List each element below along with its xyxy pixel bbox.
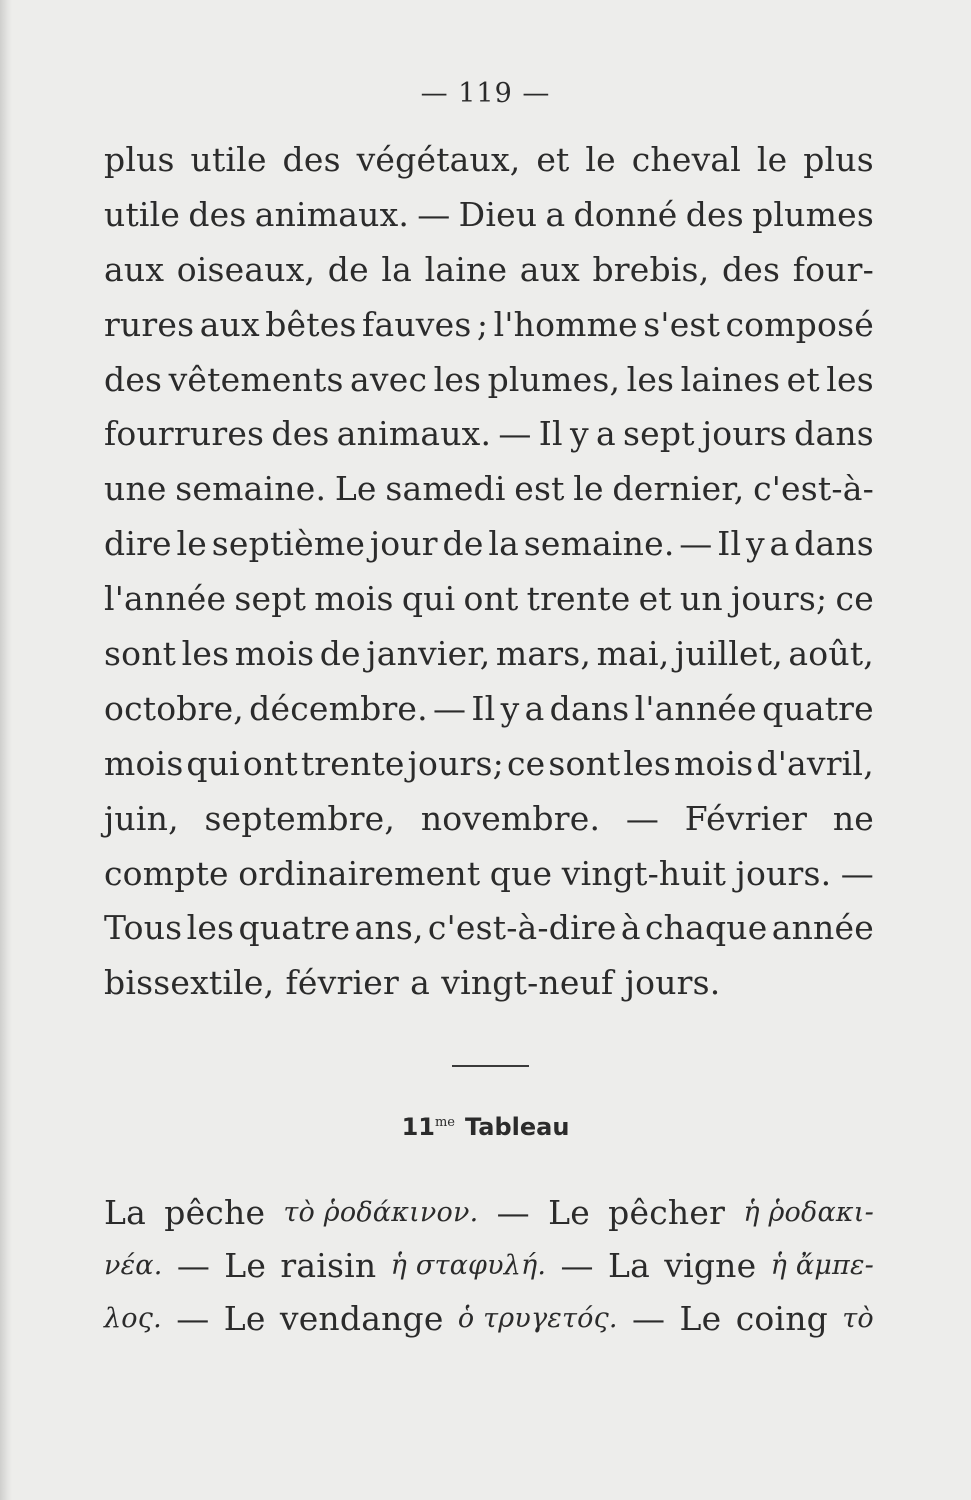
- word: Il: [538, 414, 563, 454]
- word: La: [607, 1246, 650, 1285]
- word: utile: [104, 194, 181, 234]
- word: mois: [314, 579, 394, 619]
- word: —: [176, 1246, 211, 1285]
- word: jours;: [407, 743, 504, 783]
- word: La: [104, 1193, 146, 1232]
- word: ans,: [354, 908, 424, 948]
- word: septième: [211, 524, 366, 564]
- text-line: [104, 900, 874, 955]
- word: septembre,: [204, 798, 396, 838]
- word: sept: [234, 579, 307, 619]
- word: ἡ ῥοδακι-: [743, 1197, 874, 1228]
- word: des: [685, 194, 744, 234]
- word: trente: [300, 743, 405, 783]
- word: la: [381, 249, 413, 289]
- word: des: [271, 414, 330, 454]
- word: le: [756, 139, 788, 179]
- word: Il: [717, 524, 742, 564]
- word: janvier,: [366, 633, 491, 673]
- word: novembre.: [420, 798, 601, 838]
- word: qui: [401, 579, 456, 619]
- vocab-line: [104, 1239, 874, 1292]
- page-edge-shadow: [0, 0, 12, 1500]
- word: a: [545, 194, 566, 234]
- word: vingt-huit: [561, 853, 727, 893]
- word: ont: [242, 743, 298, 783]
- text-line: [104, 681, 874, 736]
- word: brebis,: [592, 249, 710, 289]
- word: jours;: [730, 579, 828, 619]
- word: raisin: [280, 1246, 377, 1285]
- word: ordinairement: [238, 853, 481, 893]
- word: Février: [684, 798, 808, 838]
- word: les: [826, 359, 874, 399]
- word: les: [181, 633, 230, 673]
- word: le: [585, 139, 616, 179]
- word: —: [632, 1299, 666, 1338]
- text-line: [104, 571, 874, 626]
- section-superscript: me: [434, 1115, 455, 1130]
- word: ne: [832, 798, 874, 838]
- word: coing: [735, 1299, 828, 1338]
- word: a: [595, 414, 616, 454]
- word: végétaux,: [356, 139, 521, 179]
- word: oiseaux,: [176, 249, 316, 289]
- word: Le: [334, 469, 377, 509]
- word: et: [536, 139, 570, 179]
- word: —: [498, 414, 532, 454]
- word: —: [433, 688, 467, 728]
- word: y: [569, 414, 589, 454]
- word: λος.: [104, 1303, 162, 1334]
- word: de: [327, 249, 369, 289]
- word: quatre: [238, 908, 351, 948]
- word: vingt-neuf: [441, 963, 614, 1003]
- text-line: [104, 846, 874, 901]
- word: animaux.: [336, 414, 492, 454]
- word: Dieu: [458, 194, 538, 234]
- text-line: [104, 626, 874, 681]
- word: laine: [424, 249, 508, 289]
- word: compte: [104, 853, 229, 893]
- text-line: [104, 242, 874, 297]
- word: le: [573, 469, 604, 509]
- word: jours.: [624, 963, 721, 1003]
- word: Le: [679, 1299, 722, 1338]
- word: ἡ σταφυλή.: [390, 1250, 547, 1281]
- word: semaine.: [175, 469, 327, 509]
- word: février: [285, 963, 399, 1003]
- word: à: [620, 908, 641, 948]
- text-line: [104, 461, 874, 516]
- word: jours: [701, 414, 787, 454]
- main-paragraph: [104, 132, 874, 1010]
- word: mois: [234, 633, 315, 673]
- word: sont: [104, 633, 177, 673]
- word: année: [771, 908, 874, 948]
- word: qui: [186, 743, 240, 783]
- word: y: [500, 688, 520, 728]
- word: que: [489, 853, 553, 893]
- word: c'est-à-dire: [427, 908, 617, 948]
- vocab-line: [104, 1186, 874, 1239]
- word: dans: [794, 414, 874, 454]
- word: quatre: [762, 688, 874, 728]
- word: les: [623, 743, 672, 783]
- word: sept: [623, 414, 695, 454]
- text-line: [104, 187, 874, 242]
- text-line: [104, 736, 874, 791]
- word: τὸ ῥοδάκινον.: [283, 1197, 479, 1228]
- text-line: [104, 352, 874, 407]
- word: juin,: [104, 798, 179, 838]
- text-line: [104, 955, 874, 1010]
- word: semaine.: [523, 524, 675, 564]
- word: et: [786, 359, 820, 399]
- word: juillet,: [674, 633, 783, 673]
- word: une: [104, 469, 167, 509]
- word: rures: [104, 304, 195, 344]
- word: sont: [548, 743, 621, 783]
- word: s'est: [643, 304, 721, 344]
- word: ce: [506, 743, 546, 783]
- word: un: [679, 579, 723, 619]
- word: des: [188, 194, 247, 234]
- word: août,: [788, 633, 874, 673]
- word: animaux.: [254, 194, 410, 234]
- vocabulary-list: [104, 1186, 874, 1345]
- word: a: [769, 524, 790, 564]
- page-number: — 119 —: [420, 78, 551, 109]
- word: ἡ ἄμπε-: [770, 1250, 874, 1281]
- word: plumes,: [487, 359, 621, 399]
- word: dire: [104, 524, 172, 564]
- word: chaque: [644, 908, 768, 948]
- section-title: [0, 1113, 971, 1141]
- word: dernier,: [612, 469, 745, 509]
- word: plus: [104, 139, 175, 179]
- word: dans: [794, 524, 874, 564]
- word: les: [186, 908, 235, 948]
- word: composé: [725, 304, 874, 344]
- word: cheval: [631, 139, 742, 179]
- word: jours.: [735, 853, 832, 893]
- word: —: [496, 1193, 530, 1232]
- word: aux: [104, 249, 165, 289]
- word: vendange: [279, 1299, 444, 1338]
- word: avec: [350, 359, 428, 399]
- word: plumes: [752, 194, 874, 234]
- word: la: [488, 524, 519, 564]
- word: ὁ τρυγετός.: [457, 1303, 618, 1334]
- word: —: [840, 853, 874, 893]
- word: vigne: [664, 1246, 757, 1285]
- word: l'homme: [493, 304, 638, 344]
- text-line: [104, 132, 874, 187]
- word: mars,: [495, 633, 592, 673]
- word: ;: [476, 304, 489, 344]
- word: plus: [803, 139, 874, 179]
- word: Il: [471, 688, 496, 728]
- word: ont: [463, 579, 519, 619]
- word: le: [176, 524, 208, 564]
- word: aux: [519, 249, 580, 289]
- word: de: [442, 524, 484, 564]
- word: fourrures: [104, 414, 265, 454]
- word: —: [417, 194, 451, 234]
- word: donné: [573, 194, 678, 234]
- word: bêtes: [265, 304, 357, 344]
- word: Tous: [104, 908, 183, 948]
- word: l'année: [634, 688, 757, 728]
- word: décembre.: [249, 688, 428, 728]
- word: mai,: [596, 633, 670, 673]
- word: pêche: [164, 1193, 266, 1232]
- word: de: [319, 633, 361, 673]
- word: pêcher: [608, 1193, 726, 1232]
- text-line: [104, 791, 874, 846]
- word: νέα.: [104, 1250, 163, 1281]
- word: ce: [835, 579, 874, 619]
- word: et: [638, 579, 672, 619]
- word: trente: [526, 579, 631, 619]
- text-line: [104, 297, 874, 352]
- word: des: [721, 249, 781, 289]
- word: octobre,: [104, 688, 244, 728]
- word: vêtements: [168, 359, 344, 399]
- word: bissextile,: [104, 963, 275, 1003]
- section-separator: [452, 1065, 529, 1067]
- word: a: [524, 688, 545, 728]
- word: —: [176, 1299, 210, 1338]
- word: l'année: [104, 579, 227, 619]
- word: Le: [223, 1299, 266, 1338]
- word: des: [104, 359, 163, 399]
- word: aux: [199, 304, 260, 344]
- word: mois: [673, 743, 754, 783]
- word: Le: [224, 1246, 267, 1285]
- word: a: [410, 963, 431, 1003]
- word: τὸ: [842, 1303, 874, 1334]
- word: fauves: [362, 304, 472, 344]
- word: dans: [549, 688, 630, 728]
- word: c'est-à-: [753, 469, 874, 509]
- word: y: [745, 524, 765, 564]
- section-number: 11: [401, 1113, 435, 1141]
- word: d'avril,: [756, 743, 874, 783]
- word: jour: [369, 524, 438, 564]
- text-line: [104, 516, 874, 571]
- word: —: [679, 524, 713, 564]
- word: —: [625, 798, 660, 838]
- word: des: [282, 139, 341, 179]
- word: utile: [190, 139, 267, 179]
- vocab-line: [104, 1292, 874, 1345]
- section-title-text: Tableau: [465, 1113, 570, 1141]
- word: —: [560, 1246, 594, 1285]
- word: les: [626, 359, 675, 399]
- word: laines: [680, 359, 781, 399]
- word: mois: [104, 743, 184, 783]
- text-line: [104, 406, 874, 461]
- word: les: [433, 359, 482, 399]
- word: est: [514, 469, 565, 509]
- word: four-: [792, 249, 874, 289]
- word: samedi: [385, 469, 506, 509]
- word: Le: [548, 1193, 590, 1232]
